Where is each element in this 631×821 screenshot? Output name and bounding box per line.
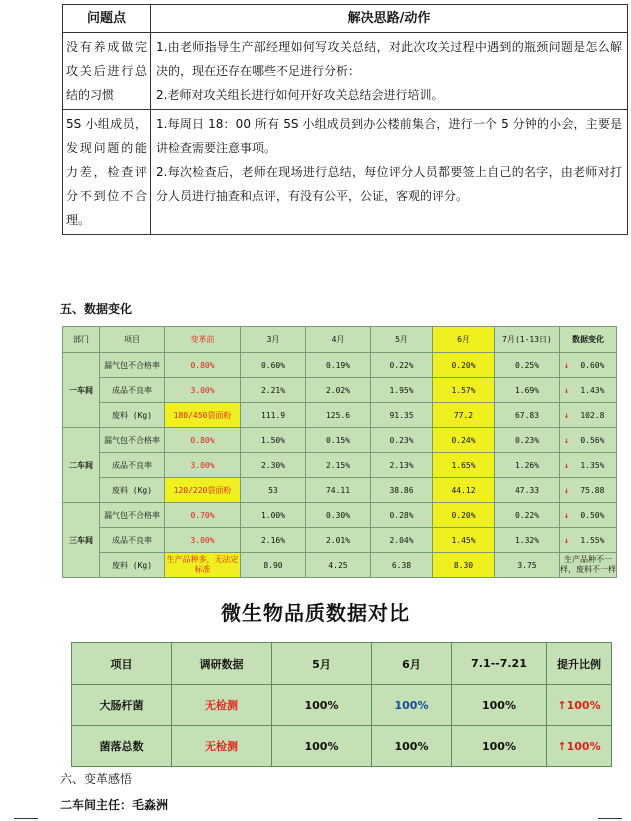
table-header-row: [72, 643, 612, 685]
value-cell: 0.30%: [306, 503, 371, 528]
value-cell: 38.86: [371, 478, 433, 503]
item-cell: 漏气包不合格率: [100, 503, 165, 528]
value-cell: 1.57%: [433, 378, 495, 403]
down-arrow-icon: ↓: [564, 360, 569, 370]
dept-cell: 三车间: [63, 503, 100, 578]
before-cell: 3.00%: [165, 453, 241, 478]
value-cell: 1.95%: [371, 378, 433, 403]
value-cell: 100%: [452, 726, 547, 767]
item-cell: 漏气包不合格率: [100, 428, 165, 453]
column-header: 3月: [241, 327, 306, 353]
action-text: 2.老师对攻关组长进行如何开好攻关总结会进行培训。: [156, 88, 444, 102]
table-row: [63, 110, 628, 235]
value-cell: 0.19%: [306, 353, 371, 378]
value-cell: 111.9: [241, 403, 306, 428]
column-header: 6月: [433, 327, 495, 353]
value-cell: 8.30: [433, 553, 495, 578]
footer-divider: [598, 818, 622, 819]
lift-value: 100%: [566, 698, 601, 712]
lift-cell: [547, 726, 612, 767]
value-cell: 3.75: [495, 553, 560, 578]
column-header: 6月: [372, 643, 452, 685]
action-text: 2.每次检查后，老师在现场进行总结，每位评分人员都要签上自己的名字，由老师对打分人员进行抽查和点评，有没有公平，公证，客观的评分。: [156, 165, 622, 203]
value-cell: 1.00%: [241, 503, 306, 528]
value-cell: 0.15%: [306, 428, 371, 453]
value-cell: 0.23%: [495, 428, 560, 453]
value-cell: 6.38: [371, 553, 433, 578]
column-header: 5月: [272, 643, 372, 685]
value-cell: 2.15%: [306, 453, 371, 478]
section-title-data-change: 五、数据变化: [60, 302, 133, 316]
change-cell: [560, 453, 617, 478]
header-problem: 问题点: [63, 5, 151, 33]
solution-cell: [151, 110, 628, 235]
lift-value: 100%: [566, 739, 601, 753]
value-cell: 2.21%: [241, 378, 306, 403]
change-value: 0.56%: [580, 435, 605, 445]
change-value: 75.88: [580, 485, 605, 495]
data-change-table: [62, 326, 617, 578]
value-cell: 0.22%: [371, 353, 433, 378]
change-cell: [560, 503, 617, 528]
table-row: [63, 553, 617, 578]
item-cell: 菌落总数: [72, 726, 172, 767]
table-header-row: [63, 327, 617, 353]
before-cell: 0.80%: [165, 428, 241, 453]
value-cell: 67.83: [495, 403, 560, 428]
table-row: [63, 378, 617, 403]
column-header: 调研数据: [172, 643, 272, 685]
value-cell: 2.16%: [241, 528, 306, 553]
micro-title: 微生物品质数据对比: [221, 601, 410, 625]
table-row: [63, 353, 617, 378]
value-cell: 2.01%: [306, 528, 371, 553]
value-cell: 4.25: [306, 553, 371, 578]
change-value: 1.35%: [580, 460, 605, 470]
table-row: [63, 428, 617, 453]
value-cell: 0.23%: [371, 428, 433, 453]
value-cell: 47.33: [495, 478, 560, 503]
value-cell: 1.65%: [433, 453, 495, 478]
item-cell: 成品不良率: [100, 528, 165, 553]
before-cell: 生产品种多，无法定标准: [165, 553, 241, 578]
header-solution: 解决思路/动作: [151, 5, 628, 33]
action-text: 1.每周日 18：00 所有 5S 小组成员到办公楼前集合，进行一个 5 分钟的小会，主要是讲检查需要注意事项。: [156, 117, 622, 155]
problem-cell: 没有养成做完攻关后进行总结的习惯: [63, 33, 151, 110]
item-cell: 大肠杆菌: [72, 685, 172, 726]
before-cell: 0.80%: [165, 353, 241, 378]
value-cell: 0.24%: [433, 428, 495, 453]
value-cell: 125.6: [306, 403, 371, 428]
table-row: [63, 453, 617, 478]
column-header: 数据变化: [560, 327, 617, 353]
change-value: 102.8: [580, 410, 605, 420]
survey-cell: 无检测: [172, 726, 272, 767]
column-header: 5月: [371, 327, 433, 353]
value-cell: 100%: [372, 685, 452, 726]
value-cell: 2.04%: [371, 528, 433, 553]
value-cell: 44.12: [433, 478, 495, 503]
value-cell: 74.11: [306, 478, 371, 503]
table-row: [63, 503, 617, 528]
table-row: [63, 478, 617, 503]
solution-cell: [151, 33, 628, 110]
change-value: 生产品种不一样，废料不一样: [560, 555, 616, 574]
value-cell: 77.2: [433, 403, 495, 428]
action-text: 1.由老师指导生产部经理如何写攻关总结，对此次攻关过程中遇到的瓶颈问题是怎么解决的，现在还存在哪些不足进行分析：: [156, 40, 622, 78]
value-cell: 2.13%: [371, 453, 433, 478]
change-cell: [560, 428, 617, 453]
change-value: 1.43%: [580, 385, 605, 395]
change-cell: [560, 478, 617, 503]
before-cell: 0.70%: [165, 503, 241, 528]
column-header: 变革前: [165, 327, 241, 353]
column-header: 4月: [306, 327, 371, 353]
value-cell: 1.26%: [495, 453, 560, 478]
down-arrow-icon: ↓: [564, 410, 569, 420]
author-line: 二车间主任：毛淼洲: [60, 798, 169, 812]
change-value: 0.60%: [580, 360, 605, 370]
change-cell: [560, 528, 617, 553]
table-row: [63, 33, 628, 110]
value-cell: 0.22%: [495, 503, 560, 528]
problem-cell: 5S 小组成员，发现问题的能力差，检查评分不到位不合理。: [63, 110, 151, 235]
table-row: [63, 403, 617, 428]
change-cell: [560, 353, 617, 378]
item-cell: 成品不良率: [100, 453, 165, 478]
value-cell: 1.50%: [241, 428, 306, 453]
item-cell: 废料 (Kg): [100, 403, 165, 428]
value-cell: 0.28%: [371, 503, 433, 528]
table-row: [63, 528, 617, 553]
footer-divider: [14, 818, 38, 819]
column-header: 部门: [63, 327, 100, 353]
value-cell: 2.02%: [306, 378, 371, 403]
item-cell: 成品不良率: [100, 378, 165, 403]
value-cell: 100%: [272, 685, 372, 726]
before-cell: 3.00%: [165, 378, 241, 403]
change-cell: [560, 378, 617, 403]
change-cell: [560, 403, 617, 428]
section-title-reflection: 六、变革感悟: [60, 772, 133, 786]
down-arrow-icon: ↓: [564, 535, 569, 545]
problem-solution-table: [62, 4, 628, 235]
up-arrow-icon: ↑: [557, 698, 567, 712]
down-arrow-icon: ↓: [564, 510, 569, 520]
column-header: 项目: [72, 643, 172, 685]
value-cell: 0.60%: [241, 353, 306, 378]
up-arrow-icon: ↑: [557, 739, 567, 753]
value-cell: 53: [241, 478, 306, 503]
value-cell: 1.69%: [495, 378, 560, 403]
column-header: 7月(1-13日): [495, 327, 560, 353]
lift-cell: [547, 685, 612, 726]
value-cell: 100%: [372, 726, 452, 767]
dept-cell: 一车间: [63, 353, 100, 428]
item-cell: 废料 (Kg): [100, 553, 165, 578]
item-cell: 漏气包不合格率: [100, 353, 165, 378]
table-row: [72, 685, 612, 726]
down-arrow-icon: ↓: [564, 460, 569, 470]
survey-cell: 无检测: [172, 685, 272, 726]
down-arrow-icon: ↓: [564, 385, 569, 395]
value-cell: 0.25%: [495, 353, 560, 378]
value-cell: 8.90: [241, 553, 306, 578]
column-header: 项目: [100, 327, 165, 353]
item-cell: 废料 (Kg): [100, 478, 165, 503]
before-cell: 180/450袋面粉: [165, 403, 241, 428]
value-cell: 1.32%: [495, 528, 560, 553]
value-cell: 2.30%: [241, 453, 306, 478]
table-row: [72, 726, 612, 767]
dept-cell: 二车间: [63, 428, 100, 503]
down-arrow-icon: ↓: [564, 485, 569, 495]
value-cell: 0.20%: [433, 503, 495, 528]
change-cell: [560, 553, 617, 578]
before-cell: 120/220袋面粉: [165, 478, 241, 503]
value-cell: 91.35: [371, 403, 433, 428]
column-header: 7.1--7.21: [452, 643, 547, 685]
value-cell: 100%: [452, 685, 547, 726]
value-cell: 100%: [272, 726, 372, 767]
change-value: 0.50%: [580, 510, 605, 520]
value-cell: 1.45%: [433, 528, 495, 553]
micro-quality-table: [71, 642, 612, 767]
value-cell: 0.20%: [433, 353, 495, 378]
change-value: 1.55%: [580, 535, 605, 545]
down-arrow-icon: ↓: [564, 435, 569, 445]
before-cell: 3.00%: [165, 528, 241, 553]
column-header: 提升比例: [547, 643, 612, 685]
